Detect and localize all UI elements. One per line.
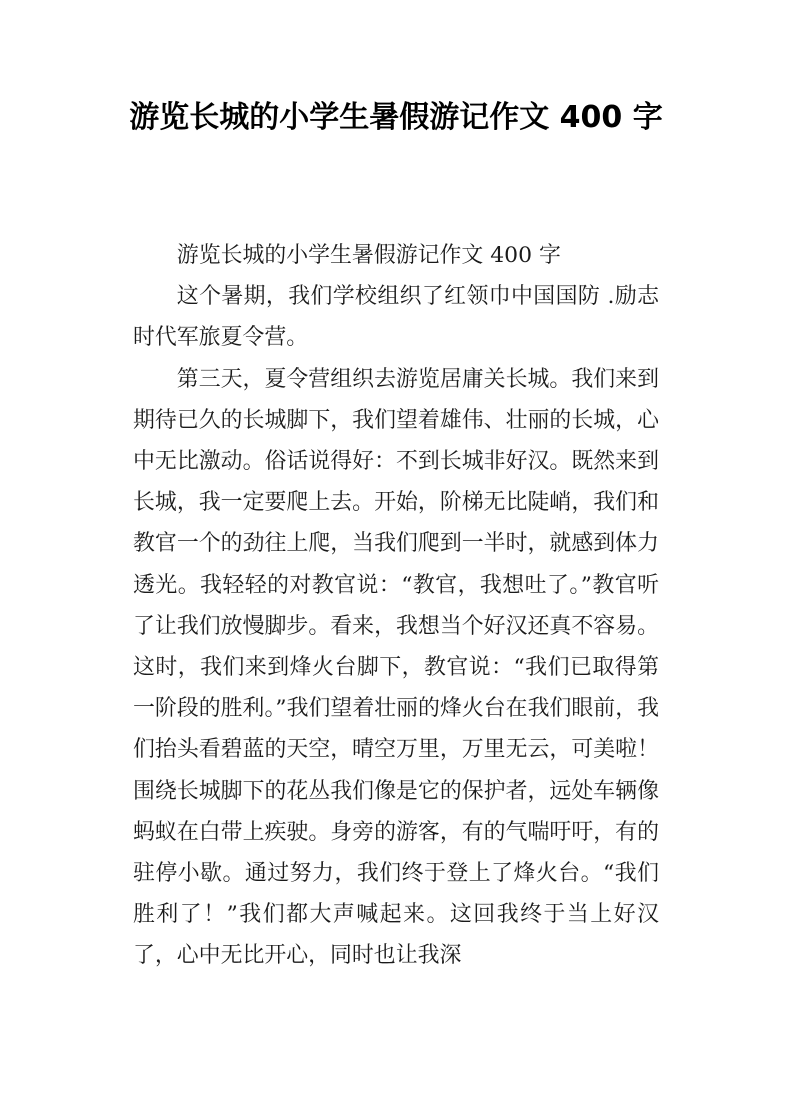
paragraph-intro: 这个暑期，我们学校组织了红领巾中国国防 .励志时代军旅夏令营。	[133, 284, 659, 351]
document-title: 游览长城的小学生暑假游记作文 400 字	[129, 100, 663, 135]
paragraph-main: 第三天，夏令营组织去游览居庸关长城。我们来到期待已久的长城脚下，我们望着雄伟、壮丽的长城，心中无比激动。俗话说得好：不到长城非好汉。既然来到长城，我一定要爬上去。开始，阶梯无比陡峭，我们和教官一个的劲往上爬，当我们爬到一半时，就感到体力透光。我轻轻的对教官说：“教官，我想吐了。”教官听了让我们放慢脚步。看来，我想当个好汉还真不容易。这时，我们来到烽火台脚下，教官说：“我们已取得第一阶段的胜利。”我们望着壮丽的烽火台在我们眼前，我们抬头看碧蓝的天空，晴空万里，万里无云，可美啦！围绕长城脚下的花丛我们像是它的保护者，远处车辆像蚂蚁在白带上疾驶。身旁的游客，有的气喘吁吁，有的驻停小歇。通过努力，我们终于登上了烽火台。“我们胜利了！”我们都大声喊起来。这回我终于当上好汉了，心中无比开心，同时也让我深	[133, 366, 659, 969]
paragraph-subtitle: 游览长城的小学生暑假游记作文 400 字	[176, 243, 561, 268]
document-body	[133, 235, 659, 977]
